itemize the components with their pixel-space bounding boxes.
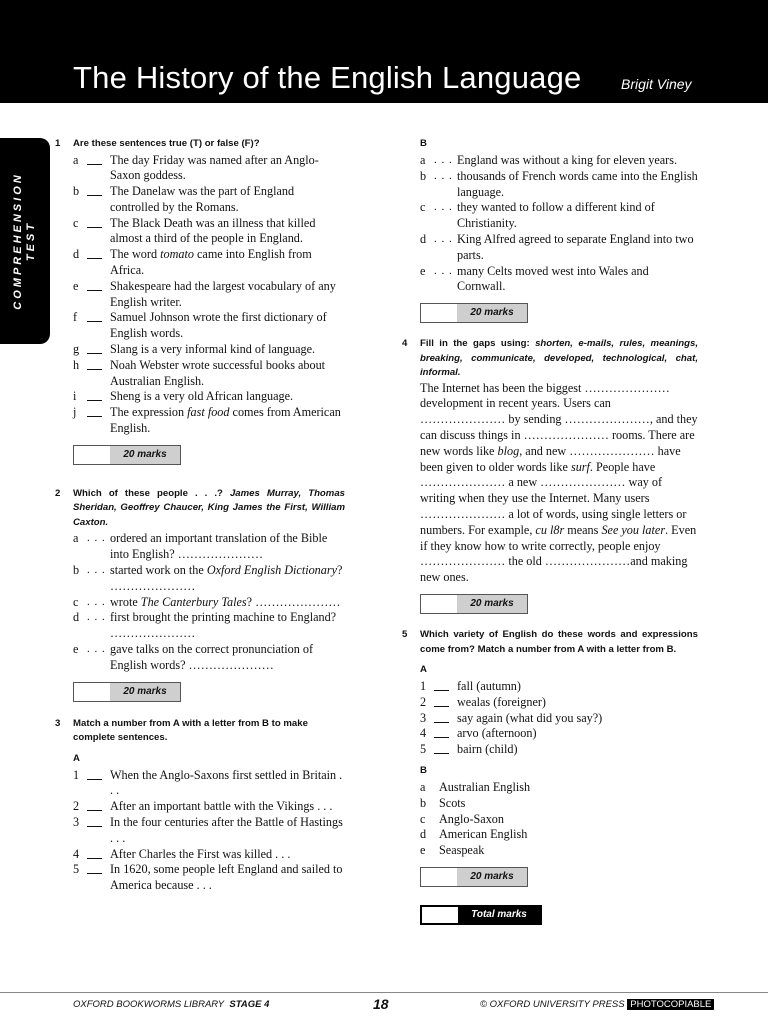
- answer-blank[interactable]: [87, 400, 102, 401]
- item-letter: a: [73, 152, 79, 167]
- item-text: The expression fast food comes from American English.: [110, 405, 341, 436]
- list-item: [55, 405, 345, 437]
- answer-blank[interactable]: [87, 195, 102, 196]
- list-item: a . . . England was without a king for eleven years.: [420, 153, 677, 167]
- author-name: Brigit Viney: [621, 76, 692, 92]
- list-item: c Anglo-Saxon: [420, 811, 504, 826]
- gap-fill-text: The Internet has been the biggest ………………… development in recent years. Users can ………………… by sending …………………, and they can discuss things in ………………… rooms. There are new words like blog, and new ………………… have been given to older words like surf. People have ………………… a new ………………… way of writing when they use the Internet. Many users ………………… a lot of words, using single letters or numbers. For example, cu l8r means See you later. Even if they know how to write correctly, people enjoy ………………… the old …………………and making new ones.: [420, 380, 698, 585]
- question-2-items: [55, 531, 345, 673]
- list-item: c . . . wrote The Canterbury Tales? …………………: [73, 594, 341, 609]
- list-item: 3 say again (what did you say?): [420, 710, 603, 725]
- list-item: [55, 216, 345, 248]
- column-a-label: A: [420, 664, 427, 676]
- question-4-heading: [402, 337, 698, 381]
- list-item: d . . . King Alfred agreed to separate England into two parts.: [420, 231, 694, 262]
- list-item: 5 In 1620, some people left England and sailed to America because . . .: [73, 862, 343, 893]
- list-item: b . . . started work on the Oxford English Dictionary? …………………: [73, 562, 343, 593]
- list-item: 3 In the four centuries after the Battle of Hastings . . .: [73, 814, 343, 845]
- answer-blank[interactable]: [87, 290, 102, 291]
- list-item: a Australian English: [420, 780, 531, 795]
- item-letter: b: [73, 184, 80, 199]
- footer-series: OXFORD BOOKWORMS LIBRARY STAGE 4: [73, 999, 270, 1010]
- question-prompt: Fill in the gaps using:: [420, 338, 530, 350]
- item-letter: h: [73, 357, 80, 372]
- page-number: 18: [373, 996, 389, 1012]
- list-item: 4 After Charles the First was killed . . .: [73, 846, 291, 861]
- header-bar: [0, 0, 768, 103]
- list-item: 2 After an important battle with the Vikings . . .: [73, 799, 333, 814]
- list-item: [55, 342, 345, 358]
- column-a-label: A: [73, 752, 80, 764]
- item-text: The word tomato came into English from Africa.: [110, 247, 312, 278]
- answer-blank[interactable]: [87, 227, 102, 228]
- word-bank: shorten, e-mails, rules, meanings, breaking, communicate, developed, technological, chat, informal.: [420, 338, 698, 379]
- item-letter: j: [73, 405, 77, 420]
- list-item: [55, 389, 345, 405]
- marks-box[interactable]: [420, 303, 528, 323]
- answer-blank[interactable]: [434, 706, 449, 707]
- answer-blank[interactable]: [87, 779, 102, 780]
- question-3-heading: [55, 717, 345, 746]
- answer-blank[interactable]: [434, 722, 449, 723]
- list-item: [55, 153, 345, 185]
- list-item: d American English: [420, 827, 528, 842]
- item-text: The Danelaw was the part of England controlled by the Romans.: [110, 184, 295, 214]
- answer-blank[interactable]: [87, 369, 102, 370]
- marks-label: 20 marks: [470, 871, 514, 882]
- list-item: 1 When the Anglo-Saxons first settled in Britain . . .: [73, 767, 343, 798]
- item-text: first brought the printing machine to England? …………………: [110, 610, 337, 641]
- item-letter: f: [73, 310, 78, 325]
- answer-blank[interactable]: [434, 690, 449, 691]
- marks-label: 20 marks: [470, 307, 514, 319]
- question-prompt: Are these sentences true (T) or false (F)?: [73, 138, 260, 149]
- marks-box[interactable]: [420, 867, 528, 887]
- answer-blank[interactable]: [87, 164, 102, 165]
- footer-divider: [0, 992, 768, 993]
- question-1-items: [55, 153, 345, 437]
- marks-label: 20 marks: [123, 448, 167, 460]
- question-number: 5: [402, 629, 408, 641]
- item-letter: g: [73, 342, 80, 357]
- question-5-heading: [402, 628, 698, 657]
- item-text: Sheng is a very old African language.: [110, 389, 294, 404]
- question-number: 1: [55, 138, 61, 149]
- list-item: e Seaspeak: [420, 843, 485, 858]
- question-1-heading: [55, 137, 345, 152]
- question-5-items-b: [402, 780, 698, 859]
- question-prompt: Which variety of English do these words and expressions come from? Match a number from A with a letter from B.: [420, 629, 698, 655]
- answer-blank[interactable]: [87, 353, 102, 354]
- footer-stage: STAGE 4: [229, 999, 270, 1010]
- answer-blank[interactable]: [87, 873, 102, 874]
- answer-blank[interactable]: [434, 753, 449, 754]
- item-text: Noah Webster wrote successful books about Australian English.: [110, 357, 326, 388]
- column-b-label: B: [420, 765, 427, 777]
- item-text: Shakespeare had the largest vocabulary of any English writer.: [110, 278, 336, 309]
- item-text: The Black Death was an illness that killed almost a third of the people in England.: [110, 215, 316, 246]
- list-item: e . . . gave talks on the correct pronunciation of English words? …………………: [73, 641, 314, 672]
- list-item: a . . . ordered an important translation of the Bible into English? …………………: [73, 531, 328, 562]
- footer-publisher: © OXFORD UNIVERSITY PRESS PHOTOCOPIABLE: [480, 999, 714, 1010]
- question-names: James Murray, Thomas Sheridan, Geoffrey Chaucer, King James the First, William Caxton.: [73, 487, 345, 528]
- question-5-items-a: [402, 679, 698, 758]
- list-item: b . . . thousands of French words came into the English language.: [420, 168, 698, 199]
- item-text: gave talks on the correct pronunciation of English words? …………………: [110, 641, 314, 672]
- item-text: ordered an important translation of the Bible into English? …………………: [110, 531, 328, 562]
- answer-blank[interactable]: [434, 737, 449, 738]
- total-marks-box[interactable]: [420, 905, 542, 925]
- list-item: [55, 247, 345, 279]
- left-column: [55, 137, 345, 894]
- list-item: 1 fall (autumn): [420, 679, 521, 694]
- marks-box[interactable]: [73, 445, 181, 465]
- column-b-label: B: [420, 138, 427, 149]
- question-3-items-b: [402, 153, 698, 295]
- right-column: [402, 137, 698, 925]
- question-number: 3: [55, 717, 61, 729]
- item-letter: d: [73, 247, 80, 262]
- answer-blank[interactable]: [87, 416, 102, 417]
- item-letter: e: [73, 278, 79, 293]
- answer-blank[interactable]: [87, 321, 102, 322]
- photocopiable-badge: PHOTOCOPIABLE: [627, 999, 714, 1010]
- item-text: wrote The Canterbury Tales? …………………: [110, 594, 341, 609]
- question-3-items-a: [55, 768, 345, 894]
- marks-box[interactable]: [420, 594, 528, 614]
- list-item: 4 arvo (afternoon): [420, 726, 537, 741]
- list-item: 2 wealas (foreigner): [420, 694, 546, 709]
- list-item: b Scots: [420, 795, 466, 810]
- item-text: Slang is a very informal kind of language.: [110, 342, 316, 357]
- item-letter: c: [73, 215, 79, 230]
- total-marks-label: Total marks: [471, 909, 527, 920]
- side-tab-line-1: COMPREHENSION: [12, 172, 24, 310]
- question-2-heading: [55, 487, 345, 531]
- answer-blank[interactable]: [87, 826, 102, 827]
- item-letter: i: [73, 389, 77, 404]
- list-item: [55, 358, 345, 390]
- side-tab-label: [12, 172, 38, 309]
- list-item: c . . . they wanted to follow a different kind of Christianity.: [420, 200, 655, 231]
- list-item: [55, 279, 345, 311]
- question-number: 2: [55, 487, 61, 499]
- question-prompt: Which of these people . . .?: [73, 487, 223, 499]
- marks-label: 20 marks: [470, 598, 514, 610]
- list-item: [55, 310, 345, 342]
- item-text: The day Friday was named after an Anglo-Saxon goddess.: [110, 152, 319, 183]
- list-item: [55, 184, 345, 216]
- side-tab-line-2: TEST: [25, 220, 37, 262]
- item-text: started work on the Oxford English Dictionary? …………………: [110, 562, 343, 593]
- item-text: Samuel Johnson wrote the first dictionary of English words.: [110, 310, 327, 341]
- side-tab: [0, 138, 50, 344]
- page-title: The History of the English Language: [73, 60, 582, 95]
- question-number: 4: [402, 338, 408, 350]
- list-item: e . . . many Celts moved west into Wales and Cornwall.: [420, 263, 649, 294]
- answer-blank[interactable]: [87, 258, 102, 259]
- question-prompt: Match a number from A with a letter from B to make complete sentences.: [73, 717, 308, 744]
- answer-blank[interactable]: [87, 858, 102, 859]
- marks-box[interactable]: [73, 682, 181, 702]
- marks-label: 20 marks: [123, 685, 167, 697]
- answer-blank[interactable]: [87, 810, 102, 811]
- list-item: d . . . first brought the printing machine to England? …………………: [73, 610, 337, 641]
- list-item: 5 bairn (child): [420, 742, 518, 757]
